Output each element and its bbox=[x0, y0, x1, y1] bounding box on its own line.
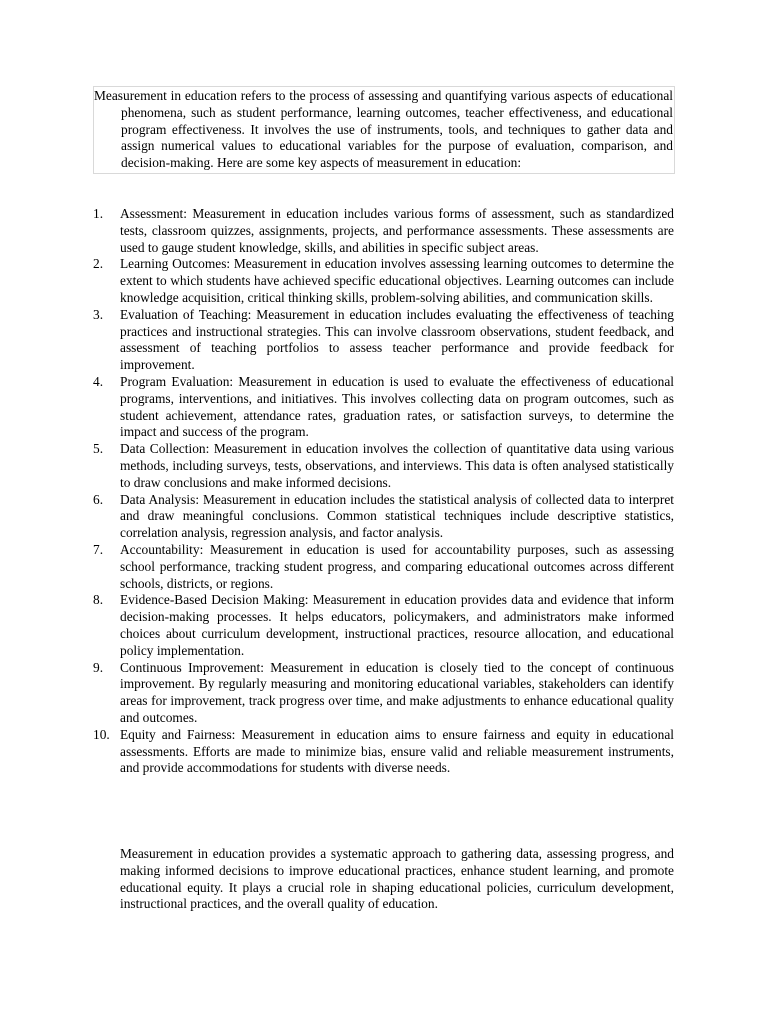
list-item-text: Learning Outcomes: Measurement in education involves assessing learning outcomes to determine the extent to which students have achieved specific educational objectives. Learning outcomes can include knowledge acquisition, critical thinking skills, problem-solving abilities, and communication skills. bbox=[120, 256, 674, 305]
list-item bbox=[93, 256, 674, 306]
list-item-text: Evaluation of Teaching: Measurement in education includes evaluating the effectiveness of teaching practices and instructional strategies. This can involve classroom observations, student feedback, and assessment of teaching portfolios to assess teacher performance and provide feedback for improvement. bbox=[120, 306, 674, 373]
conclusion-paragraph: Measurement in education provides a systematic approach to gathering data, assessing progress, and making informed decisions to improve educational practices, enhance student learning, and promote educational equity. It plays a crucial role in shaping educational policies, curriculum development, instructional practices, and the overall quality of education. bbox=[120, 846, 674, 912]
list-item-number: 3. bbox=[93, 306, 104, 322]
intro-paragraph: Measurement in education refers to the process of assessing and quantifying various aspects of educational phenomena, such as student performance, learning outcomes, teacher effectiveness, and educational program effectiveness. It involves the use of instruments, tools, and techniques to gather data and assign numerical values to educational variables for the purpose of evaluation, comparison, and decision-making. Here are some key aspects of measurement in education: bbox=[94, 88, 673, 171]
list-item bbox=[93, 441, 674, 491]
list-item-number: 4. bbox=[93, 373, 104, 389]
list-item bbox=[93, 374, 674, 441]
numbered-list bbox=[93, 206, 674, 777]
list-item-number: 8. bbox=[93, 592, 104, 608]
list-item bbox=[93, 307, 674, 374]
list-item-text: Program Evaluation: Measurement in education is used to evaluate the effectiveness of educational programs, interventions, and initiatives. This involves collecting data on program outcomes, such as student achievement, attendance rates, graduation rates, or satisfaction surveys, to determine the impact and success of the program. bbox=[120, 373, 674, 440]
list-item-number: 6. bbox=[93, 491, 104, 507]
list-item-text: Continuous Improvement: Measurement in education is closely tied to the concept of continuous improvement. By regularly measuring and monitoring educational variables, stakeholders can identify areas for improvement, track progress over time, and make adjustments to enhance educational quality and outcomes. bbox=[120, 659, 674, 725]
list-item-number: 2. bbox=[93, 256, 104, 272]
list-item-text: Data Analysis: Measurement in education includes the statistical analysis of collected data to interpret and draw meaningful conclusions. Common statistical techniques include descriptive statistics, correlation analysis, regression analysis, and factor analysis. bbox=[120, 491, 674, 541]
list-item bbox=[93, 492, 674, 542]
list-item bbox=[93, 592, 674, 659]
list-item-text: Equity and Fairness: Measurement in education aims to ensure fairness and equity in educational assessments. Efforts are made to minimize bias, ensure valid and reliable measurement instruments, and provide accommodations for students with diverse needs. bbox=[120, 726, 674, 776]
list-item-number: 10. bbox=[93, 726, 110, 742]
list-item-text: Data Collection: Measurement in education involves the collection of quantitative data using various methods, including surveys, tests, observations, and interviews. This data is often analysed statistically to draw conclusions and make informed decisions. bbox=[120, 441, 674, 490]
list-item bbox=[93, 542, 674, 592]
list-item-text: Accountability: Measurement in education is used for accountability purposes, such as assessing school performance, tracking student progress, and comparing educational outcomes across different schools, districts, or regions. bbox=[120, 541, 674, 591]
list-item-text: Evidence-Based Decision Making: Measurement in education provides data and evidence that inform decision-making processes. It helps educators, policymakers, and administrators make informed choices about curriculum development, instructional practices, resource allocation, and educational policy implementation. bbox=[120, 592, 674, 658]
list-item bbox=[93, 727, 674, 777]
list-item-number: 9. bbox=[93, 659, 104, 675]
list-item bbox=[93, 206, 674, 256]
list-item-number: 5. bbox=[93, 441, 104, 457]
list-item-text: Assessment: Measurement in education includes various forms of assessment, such as standardized tests, classroom quizzes, assignments, projects, and performance assessments. These assessments are used to gauge student knowledge, skills, and abilities in specific subject areas. bbox=[120, 206, 674, 255]
intro-text-box[interactable] bbox=[93, 86, 675, 174]
list-item-number: 7. bbox=[93, 541, 104, 557]
list-item-number: 1. bbox=[93, 206, 104, 221]
list-item bbox=[93, 660, 674, 727]
